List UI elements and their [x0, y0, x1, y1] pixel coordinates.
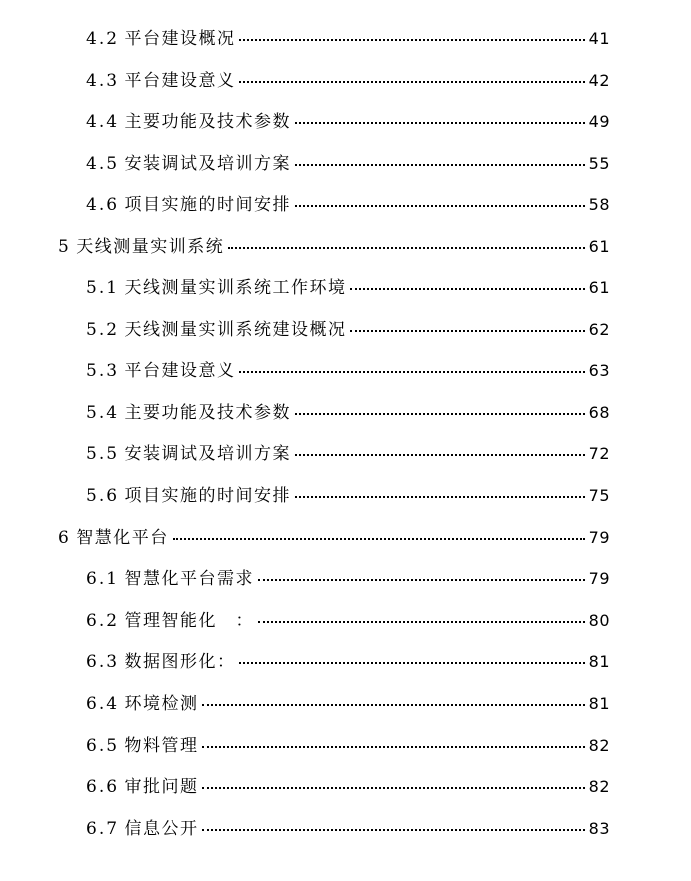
- toc-title: 审批问题: [124, 777, 199, 797]
- toc-number: 6.1: [86, 569, 120, 589]
- toc-leader: [173, 537, 585, 540]
- toc-title: 天线测量实训系统: [76, 237, 225, 257]
- toc-page: 61: [588, 237, 610, 256]
- toc-chapter-entry[interactable]: [58, 235, 610, 259]
- toc-entry[interactable]: [86, 567, 610, 591]
- toc-page: 72: [588, 444, 610, 463]
- toc-leader: [202, 703, 584, 706]
- toc-title: 项目实施的时间安排: [124, 486, 291, 506]
- toc-number: 4.3: [86, 71, 120, 91]
- toc-page: 81: [588, 694, 610, 713]
- toc-page: 75: [588, 486, 610, 505]
- toc-entry[interactable]: [86, 193, 610, 217]
- toc-leader: [228, 246, 584, 249]
- toc-number: 4.4: [86, 112, 120, 132]
- toc-entry[interactable]: [86, 442, 610, 466]
- toc-title: 智慧化平台: [76, 528, 169, 548]
- toc-page: 63: [588, 361, 610, 380]
- toc-leader: [239, 661, 584, 664]
- toc-entry[interactable]: [86, 650, 610, 674]
- toc-page: 49: [588, 112, 610, 131]
- toc-entry[interactable]: [86, 69, 610, 93]
- toc-leader: [239, 80, 584, 83]
- toc-leader: [295, 412, 585, 415]
- toc-page: 61: [588, 278, 610, 297]
- toc-number: 5.6: [86, 486, 120, 506]
- toc-title: 主要功能及技术参数: [124, 403, 291, 423]
- toc-number: 6.6: [86, 777, 120, 797]
- toc-entry[interactable]: [86, 484, 610, 508]
- toc-number: 6.2: [86, 611, 120, 631]
- toc-leader: [202, 745, 584, 748]
- toc-page: 79: [588, 528, 610, 547]
- toc-leader: [350, 287, 584, 290]
- toc-number: 5: [58, 237, 71, 257]
- toc-page: 42: [588, 71, 610, 90]
- toc-page: 41: [588, 29, 610, 48]
- toc-page: 55: [588, 154, 610, 173]
- toc-number: 6.4: [86, 694, 120, 714]
- toc-number: 4.6: [86, 195, 120, 215]
- toc-leader: [295, 495, 585, 498]
- toc-leader: [239, 38, 584, 41]
- toc-entry[interactable]: [86, 692, 610, 716]
- toc-entry[interactable]: [86, 27, 610, 51]
- toc-page: 81: [588, 652, 610, 671]
- toc-title: 物料管理: [124, 736, 199, 756]
- toc-leader: [258, 620, 585, 623]
- toc-page: 68: [588, 403, 610, 422]
- toc-title: 管理智能化 ：: [124, 611, 254, 631]
- toc-leader: [295, 121, 585, 124]
- toc-number: 4.2: [86, 29, 120, 49]
- toc-number: 5.3: [86, 361, 120, 381]
- toc-number: 5.5: [86, 444, 120, 464]
- toc-title: 智慧化平台需求: [124, 569, 254, 589]
- toc-page: 80: [588, 611, 610, 630]
- toc-page: 82: [588, 777, 610, 796]
- toc-leader: [295, 453, 585, 456]
- toc-title: 平台建设意义: [124, 361, 236, 381]
- toc-entry[interactable]: [86, 318, 610, 342]
- toc-entry[interactable]: [86, 734, 610, 758]
- toc-page: 58: [588, 195, 610, 214]
- toc-leader: [202, 786, 584, 789]
- toc-leader: [350, 329, 584, 332]
- toc-number: 5.4: [86, 403, 120, 423]
- toc-title: 环境检测: [124, 694, 199, 714]
- toc-number: 6.3: [86, 652, 120, 672]
- toc-title: 信息公开: [124, 819, 199, 839]
- toc-title: 安装调试及培训方案: [124, 154, 291, 174]
- toc-leader: [295, 204, 585, 207]
- toc-title: 项目实施的时间安排: [124, 195, 291, 215]
- toc-number: 5.1: [86, 278, 120, 298]
- toc-entry[interactable]: [86, 817, 610, 841]
- toc-entry[interactable]: [86, 401, 610, 425]
- toc-title: 天线测量实训系统建设概况: [124, 320, 347, 340]
- toc-page: 82: [588, 736, 610, 755]
- toc-entry[interactable]: [86, 152, 610, 176]
- toc-title: 平台建设概况: [124, 29, 236, 49]
- toc-page: 83: [588, 819, 610, 838]
- toc-title: 数据图形化：: [124, 652, 236, 672]
- toc-number: 6.5: [86, 736, 120, 756]
- toc-number: 4.5: [86, 154, 120, 174]
- toc-number: 5.2: [86, 320, 120, 340]
- toc-entry[interactable]: [86, 359, 610, 383]
- toc-leader: [258, 578, 585, 581]
- toc-entry[interactable]: [86, 110, 610, 134]
- toc-title: 天线测量实训系统工作环境: [124, 278, 347, 298]
- toc-title: 平台建设意义: [124, 71, 236, 91]
- toc-entry[interactable]: [86, 775, 610, 799]
- toc-page: 79: [588, 569, 610, 588]
- toc-leader: [239, 370, 584, 373]
- toc-number: 6.7: [86, 819, 120, 839]
- toc-number: 6: [58, 528, 71, 548]
- toc-leader: [202, 828, 584, 831]
- toc-entry[interactable]: [86, 276, 610, 300]
- toc-page: 62: [588, 320, 610, 339]
- toc-leader: [295, 163, 585, 166]
- toc-entry[interactable]: [86, 609, 610, 633]
- toc-title: 主要功能及技术参数: [124, 112, 291, 132]
- toc-chapter-entry[interactable]: [58, 526, 610, 550]
- toc-title: 安装调试及培训方案: [124, 444, 291, 464]
